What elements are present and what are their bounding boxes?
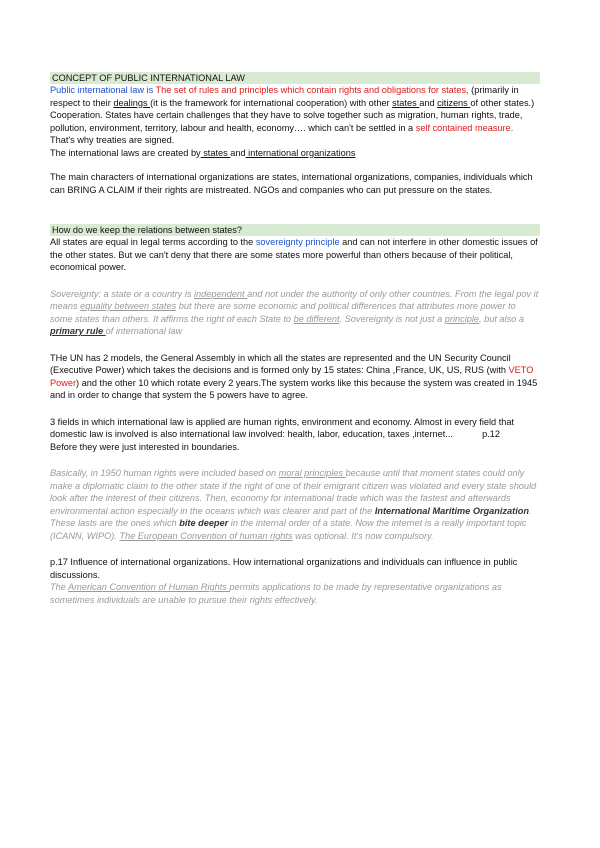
sov-be-different: be different xyxy=(293,313,340,324)
sov-text-i: , but also a xyxy=(479,313,524,324)
sov-independent: independent xyxy=(194,288,248,299)
un-paragraph xyxy=(50,352,540,402)
sov-text-c: and not under the authority of only other countries. From the legal pov it means xyxy=(50,288,539,311)
sovereignty-note xyxy=(50,288,540,338)
influence-paragraph: p.17 Influence of international organizations. How international organizations and individuals can influence in public discussions. xyxy=(50,557,518,580)
definition-paragraph xyxy=(50,84,540,109)
fields-paragraph xyxy=(50,416,540,441)
created-by-organizations: international organizations xyxy=(245,147,356,158)
hr-imo: International Maritime Organization xyxy=(374,505,529,516)
hr-moral-principles: moral principles xyxy=(278,468,346,478)
boundaries-line: Before they were just interested in boundaries. xyxy=(50,441,240,452)
fields-text: 3 fields in which international law is applied are human rights, environment and economy. Almost in every field that domestic law is involved is also international law involved: health, labor, education, taxes ,internet... xyxy=(50,416,515,439)
cooperation-text: Cooperation. States have certain challenges that they have to solve together such as migration, human rights, trade, pollution, environment, territory, labour and health, economy…. which can't be settled in a xyxy=(50,110,523,133)
am-text-c: permits applications to be made by representative organizations as sometimes individuals are unable to pursue their rights effectively. xyxy=(50,582,502,605)
sov-text-g: . Sovereignty is not just a xyxy=(339,313,445,324)
created-by-and: and xyxy=(230,147,246,158)
definition-framework: (it is the framework for international cooperation) with other xyxy=(150,97,393,108)
definition-term: Public international law is xyxy=(50,85,156,95)
un-text: THe UN has 2 models, the General Assembly in which all the states are represented and the UN Security Council (Executive Power) which takes the decisions and is formed only by 15 states: China ,France, UK, US, RUS (with xyxy=(50,352,511,375)
hr-text-e: . These lasts are the ones which xyxy=(50,505,532,528)
hr-text-g: in the internal order of a state. Now the internet is a really important topic (ICANN, WIPO). xyxy=(50,518,527,541)
main-characters-paragraph: The main characters of international organizations are states, international organizations, companies, individuals which can BRING A CLAIM if their rights are mistreated. NGOs and companies who can put pressure on the states. xyxy=(50,172,533,195)
definition-text: The set of rules and principles which contain rights and obligations for states, xyxy=(155,85,469,95)
human-rights-note xyxy=(50,467,540,542)
hr-text-a: Basically, in 1950 human rights were included based on xyxy=(50,468,279,478)
definition-end: of other states.) xyxy=(470,97,535,108)
definition-states: states xyxy=(392,97,420,108)
page-reference: p.12 xyxy=(482,429,500,439)
definition-aside: (primarily in respect to their xyxy=(50,85,519,108)
equality-text: All states are equal in legal terms according to the xyxy=(50,237,256,247)
sov-text-a: Sovereignty: a state or a country is xyxy=(50,288,195,299)
definition-citizens: citizens xyxy=(437,97,471,108)
section-heading-concept: CONCEPT OF PUBLIC INTERNATIONAL LAW xyxy=(50,72,540,84)
hr-text-c: because until that moment states could only make a diplomatic claim to the other state if the right of one of their emigrant citizen was violated and every state should look after the interest of their citizens. Then, economy for international trade which was the fastest and afterwards environmental action especially in the oceans which was clearer and part of the xyxy=(50,468,537,516)
sov-principle: principle xyxy=(444,313,479,324)
sovereignty-principle: sovereignty principle xyxy=(255,237,340,247)
un-end: ) and the other 10 which rotate every 2 years.The system works like this because the system was created in 1945 and in order to change that system the 5 powers have to agree. xyxy=(50,377,538,400)
sov-equality: equality between states xyxy=(80,301,177,311)
document-body xyxy=(50,72,540,606)
equality-end: and can not interfere in other domestic issues of the other states. But we can't deny that there are some states more powerful than others because of their political, economical power. xyxy=(50,237,538,272)
sov-text-k: of international law xyxy=(105,326,183,336)
equality-paragraph xyxy=(50,236,540,274)
am-convention: American Convention of Human Rights xyxy=(68,582,230,592)
sov-text-e: but there are some economic and political differences that attributes more power to some states than others. It affirms the right of each State to xyxy=(50,301,516,324)
hr-bite-deeper: bite deeper xyxy=(179,518,229,528)
american-convention-note xyxy=(50,581,540,606)
definition-and: and xyxy=(419,97,438,108)
self-contained-measure: self contained measure. xyxy=(415,122,514,133)
sov-primary-rule: primary rule xyxy=(50,326,106,336)
veto-power: VETO Power xyxy=(50,365,534,388)
hr-european-convention: The European Convention of human rights xyxy=(119,530,293,541)
created-by-paragraph xyxy=(50,147,540,160)
definition-dealings: dealings xyxy=(113,97,151,108)
section-heading-relations: How do we keep the relations between states? xyxy=(50,224,540,236)
created-by-text: The international laws are created by xyxy=(50,147,201,158)
created-by-states: states xyxy=(200,147,231,158)
cooperation-paragraph xyxy=(50,109,540,147)
hr-text-i: was optional. It's now compulsory. xyxy=(292,530,434,541)
am-text-a: The xyxy=(50,582,69,592)
cooperation-end: That's why treaties are signed. xyxy=(50,135,175,145)
